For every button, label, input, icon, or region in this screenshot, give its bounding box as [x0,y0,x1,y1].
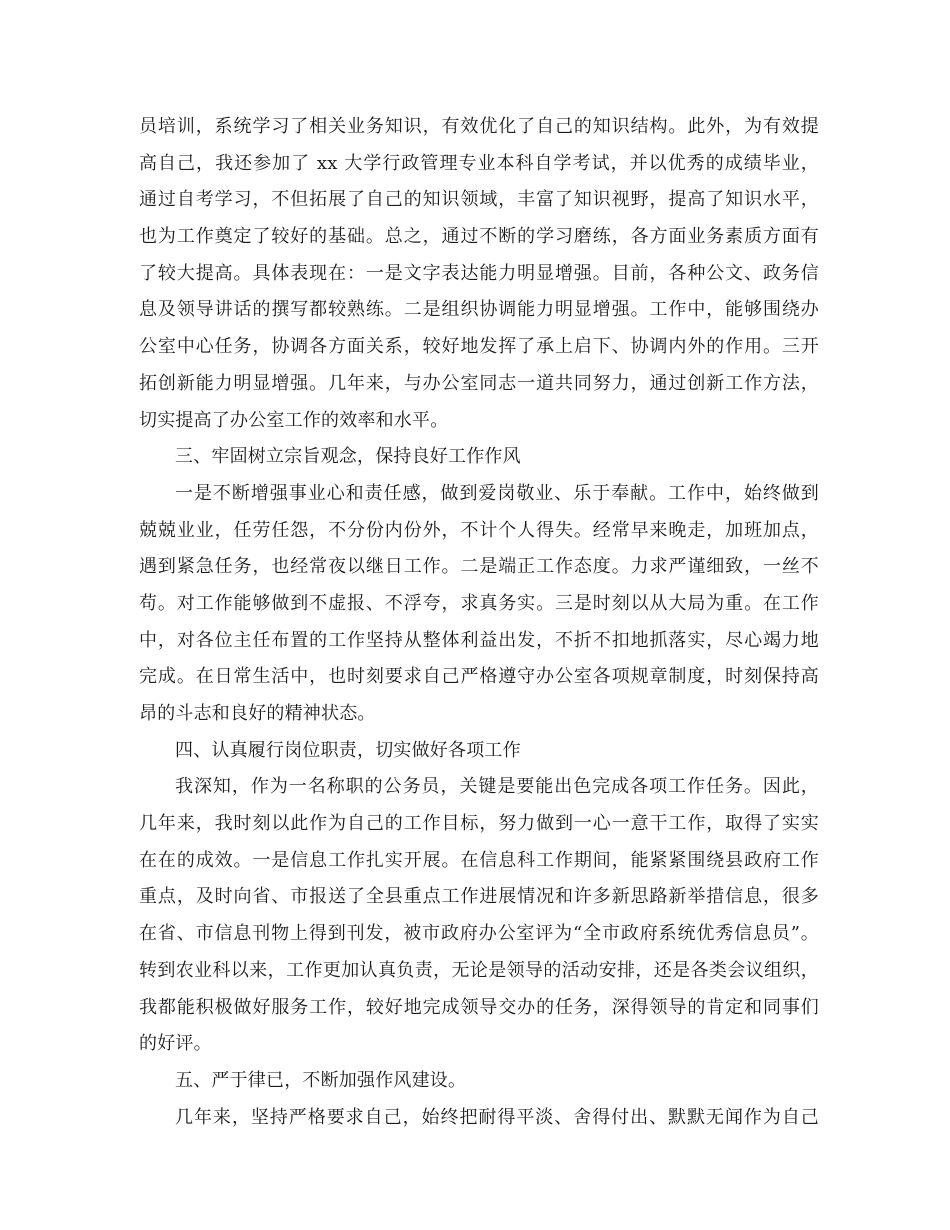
paragraph-line: 高自己，我还参加了 xx 大学行政管理专业本科自学考试，并以优秀的成绩毕业， [139,152,819,174]
paragraph-line: 我都能积极做好服务工作，较好地完成领导交办的任务，深得领导的肯定和同事们 [139,996,819,1018]
section-heading: 五、严于律已，不断加强作风建设。 [175,1069,467,1091]
paragraph-line: 在省、市信息刊物上得到刊发，被市政府办公室评为“全市政府系统优秀信息员”。 [139,923,819,945]
paragraph-line: 完成。在日常生活中，也时刻要求自己严格遵守办公室各项规章制度，时刻保持高 [139,666,819,688]
paragraph-line: 昂的斗志和良好的精神状态。 [139,703,376,724]
paragraph-line: 的好评。 [139,1033,212,1055]
paragraph-line: 通过自考学习，不但拓展了自己的知识领域，丰富了知识视野，提高了知识水平， [139,189,819,211]
section-heading: 四、认真履行岗位职责，切实做好各项工作 [175,739,521,761]
section-heading: 三、牢固树立宗旨观念，保持良好工作作风 [175,446,521,468]
paragraph-line: 重点，及时向省、市报送了全县重点工作进展情况和许多新思路新举措信息，很多 [139,886,819,908]
paragraph-line: 几年来，坚持严格要求自己，始终把耐得平淡、舍得付出、默默无闻作为自己 [175,1106,819,1128]
paragraph-line: 息及领导讲话的撰写都较熟练。二是组织协调能力明显增强。工作中，能够围绕办 [139,299,819,321]
paragraph-line: 公室中心任务，协调各方面关系，较好地发挥了承上启下、协调内外的作用。三开 [139,336,819,358]
paragraph-line: 在在的成效。一是信息工作扎实开展。在信息科工作期间，能紧紧围绕县政府工作 [139,849,819,871]
paragraph-line: 转到农业科以来，工作更加认真负责，无论是领导的活动安排，还是各类会议组织， [139,959,819,981]
paragraph-line: 一是不断增强事业心和责任感，做到爱岗敬业、乐于奉献。工作中，始终做到 [175,482,819,504]
paragraph-line: 中，对各位主任布置的工作坚持从整体利益出发，不折不扣地抓落实，尽心竭力地 [139,629,819,651]
paragraph-line: 切实提高了办公室工作的效率和水平。 [139,409,449,431]
document-body [139,109,819,1136]
paragraph-line: 了较大提高。具体表现在：一是文字表达能力明显增强。目前，各种公文、政务信 [139,262,819,284]
paragraph-line: 也为工作奠定了较好的基础。总之，通过不断的学习磨练，各方面业务素质方面有 [139,226,819,248]
paragraph-line: 拓创新能力明显增强。几年来，与办公室同志一道共同努力，通过创新工作方法， [139,372,819,394]
paragraph-line: 我深知，作为一名称职的公务员，关键是要能出色完成各项工作任务。因此， [175,776,819,798]
paragraph-line: 员培训，系统学习了相关业务知识，有效优化了自己的知识结构。此外，为有效提 [139,116,819,137]
paragraph-line: 苟。对工作能够做到不虚报、不浮夸，求真务实。三是时刻以从大局为重。在工作 [139,592,819,614]
paragraph-line: 兢兢业业，任劳任怨，不分份内份外，不计个人得失。经常早来晚走，加班加点， [139,519,819,541]
paragraph-line: 几年来，我时刻以此作为自己的工作目标，努力做到一心一意干工作，取得了实实 [139,813,819,835]
paragraph-line: 遇到紧急任务，也经常夜以继日工作。二是端正工作态度。力求严谨细致，一丝不 [139,556,819,578]
